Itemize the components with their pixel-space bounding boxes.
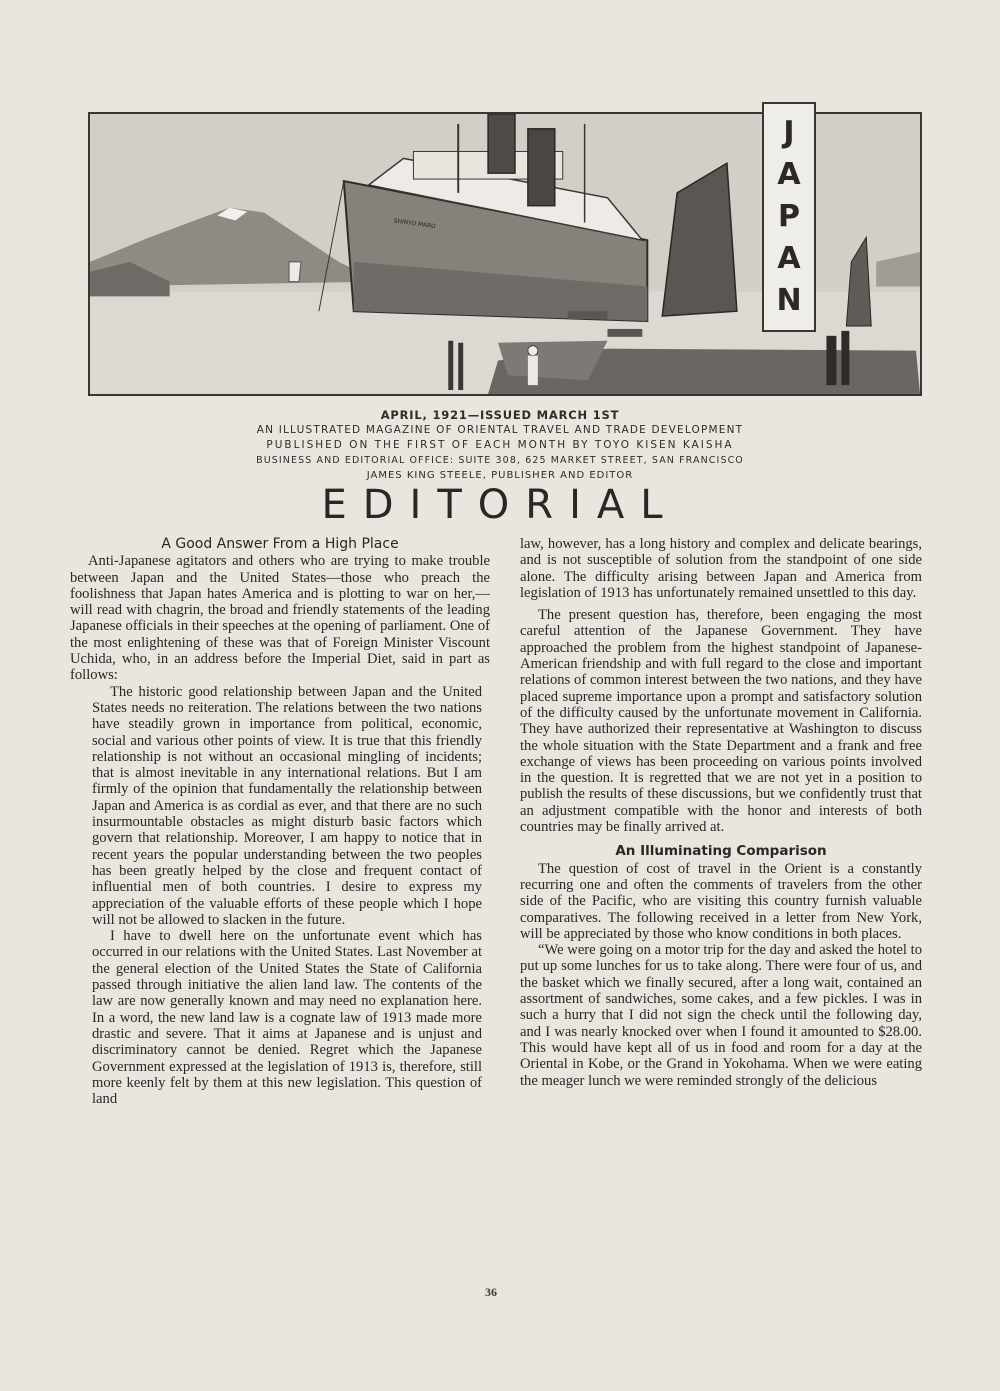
quoted-paragraph: I have to dwell here on the unfortunate event which has occurred in our relations with the United States. Last November at the general election of the United States the State of California passed through initiative the alien land law. The contents of the law are now generally known and may need no explanation here. In a word, the new land law is a cognate law of 1913 made more drastic and severe. That it aims at Japanese and is unjust and discriminatory cannot be denied. Regret which the Japanese Government expressed at the legislation of 1913 is, therefore, still more keenly felt by them at this new legislation. This question of land [92, 928, 482, 1108]
quoted-paragraph: The present question has, therefore, been engaging the most careful attention of the Japanese Government. They have approached the problem from the highest standpoint of Japanese-American friendship and with full regard to the close and important relations of common interest between the two nations, and they have placed supreme importance upon a prompt and satisfactory solution of the difficulty caused by the unfortunate movement in California. They have authorized their representative at Washington to discuss the whole situation with the State Department and a frank and free exchange of views has been proceeding on various points involved in the question. It is regretted that we are not yet in a position to publish the results of these discussions, but we confidently trust that an adjustment compatible with the honor and interests of both countries may be finally arrived at. [520, 607, 922, 836]
issue-date: APRIL, 1921—ISSUED MARCH 1ST [380, 408, 620, 422]
magazine-description: AN ILLUSTRATED MAGAZINE OF ORIENTAL TRAVEL AND TRADE DEVELOPMENT [256, 424, 744, 436]
japan-banner [762, 102, 816, 332]
page-number: 36 [485, 1285, 497, 1299]
ship-name-lettering: SHINYO MARU [393, 217, 436, 231]
banner-letter: P [778, 199, 800, 234]
left-column [70, 536, 490, 1107]
banner-letter: J [783, 115, 795, 150]
publisher-line: PUBLISHED ON THE FIRST OF EACH MONTH BY TOYO KISEN KAISHA [266, 439, 734, 451]
article-heading: An Illuminating Comparison [615, 843, 827, 860]
article-paragraph: “We were going on a motor trip for the day and asked the hotel to put up some lunches for us to take along. There were four of us, and the basket which we finally secured, after a long wait, contained an assortment of sandwiches, some cakes, and a few pickles. I was in such a hurry that I did not sign the check until the following day, and I was nearly knocked over when I found it amounted to $28.00. This would have kept all of us in food and room for a day at the Oriental in Kobe, or the Grand in Yokohama. When we were eating the meager lunch we were reminded strongly of the delicious [520, 942, 922, 1089]
banner-letter: A [777, 157, 801, 192]
article-paragraph: Anti-Japanese agitators and others who are trying to make trouble between Japan and the United States—those who preach the foolishness that Japan hates America and is plotting to war on her,—will read with chagrin, the broad and friendly statements of the leading Japanese officials in their speeches at the opening of parliament. One of the most enlightening of these was that of Foreign Minister Viscount Uchida, who, in an address before the Imperial Diet, said in part as follows: [70, 553, 490, 684]
article-heading: A Good Answer From a High Place [161, 536, 399, 552]
office-address: BUSINESS AND EDITORIAL OFFICE: SUITE 308, 625 MARKET STREET, SAN FRANCISCO [256, 455, 744, 466]
banner-letter: A [777, 241, 801, 276]
quoted-paragraph: The historic good relationship between Japan and the United States needs no reiteration. The relations between the two nations have steadily grown in importance from political, economic, social and various other points of view. It is true that this friendly relationship is not without an occasional mingling of incidents; that is almost inevitable in any international relations. But I am firmly of the opinion that fundamentally the relationship between Japan and America is as cordial as ever, and that there are no such insurmountable obstacles as might disturb basic factors which govern that relationship. Moreover, I am happy to notice that in recent years the popular understanding between the two peoples has been greatly helped by the close and frequent contact of influential men of both countries. I desire to express my appreciation of the valuable efforts of these people which I hope will not be allowed to slacken in the future. [92, 683, 482, 928]
editor-line: JAMES KING STEELE, PUBLISHER AND EDITOR [366, 470, 634, 481]
banner-letter: N [776, 283, 802, 318]
section-title: EDITORIAL [321, 482, 679, 528]
article-paragraph: The question of cost of travel in the Orient is a constantly recurring one and often the comments of travelers from the other side of the Pacific, who are visiting this country furnish valuable comparatives. The following received in a letter from New York, will be appreciated by those who know conditions in both places. [520, 860, 922, 942]
quoted-paragraph-continued: law, however, has a long history and complex and delicate bearings, and is not susceptible of solution from the standpoint of one side alone. The difficulty arising between Japan and America from legislation of 1913 has unfortunately remained unsettled to this day. [520, 536, 922, 601]
right-column [520, 536, 922, 1089]
masthead [200, 408, 800, 483]
